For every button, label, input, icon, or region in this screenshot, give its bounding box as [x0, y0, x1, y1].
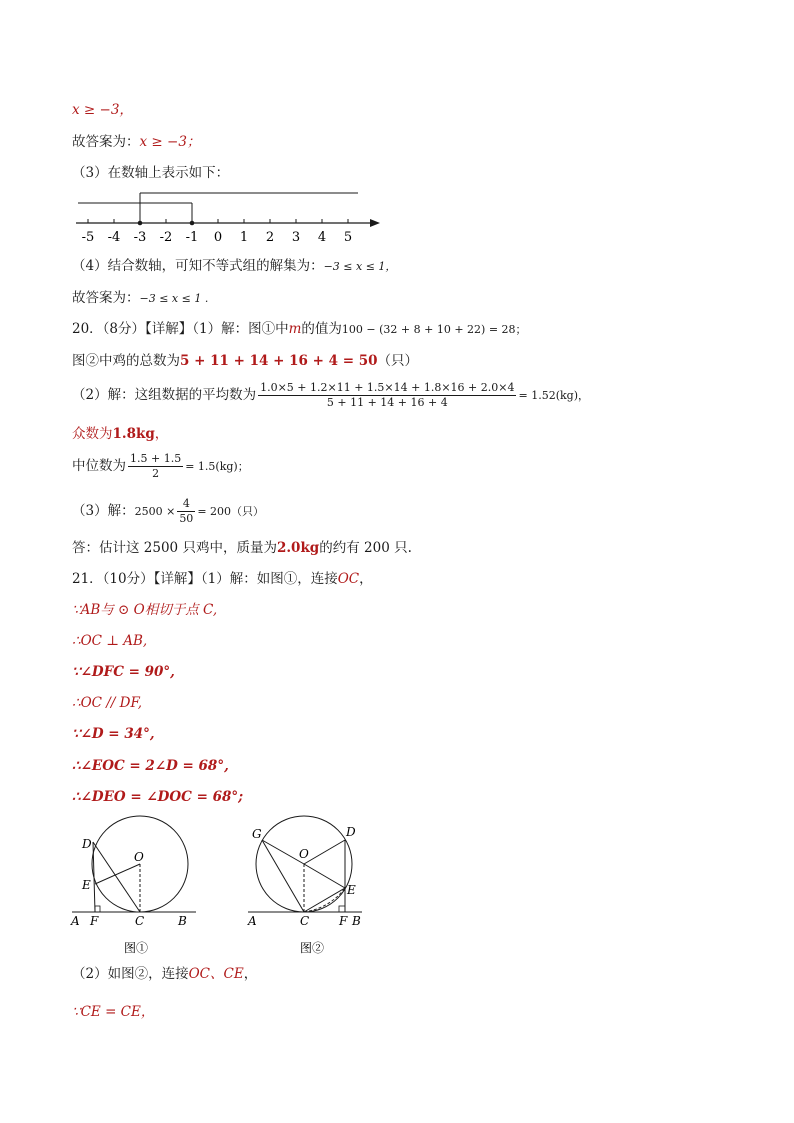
mean-text: （2）解：这组数据的平均数为 [72, 387, 257, 403]
tick-label: 3 [291, 230, 301, 245]
median-line [72, 451, 249, 482]
answer-value-2: −3 ≤ x ≤ 1 . [139, 292, 209, 305]
mean-numerator: 1.0×5 + 1.2×11 + 1.5×14 + 1.8×16 + 2.0×4 [260, 381, 515, 394]
proof-step-1: ∵AB与 ⊙ O相切于点 C, [72, 602, 218, 618]
estimate-line [72, 496, 264, 527]
estimate-answer-line [72, 539, 412, 557]
median-result: = 1.5(kg)； [185, 460, 249, 473]
estimate-result: = 200（只） [197, 505, 265, 518]
mode-line [72, 425, 168, 443]
proof-step-4: ∴OC // DF, [72, 695, 143, 711]
q21-label: 21．（10分）【详解】（1）解：如图①，连接 [72, 571, 338, 587]
total-unit: （只） [377, 353, 418, 369]
tick-label: -5 [81, 230, 95, 245]
estimate-answer-text: 答：估计这 2500 只鸡中，质量为 [72, 540, 277, 556]
closed-dot-neg3 [138, 221, 143, 226]
q20-label-2: 的值为 [301, 321, 342, 337]
tick-label: -1 [185, 230, 199, 245]
answer-prefix: 故答案为： [72, 134, 140, 150]
fig1-label-f: F [90, 914, 99, 928]
proof-step-5: ∵∠D = 34°, [72, 726, 155, 742]
proof-step-7: ∴∠DEO = ∠DOC = 68°; [72, 789, 244, 805]
fig1-label-b: B [178, 914, 187, 928]
estimate-text: （3）解： [72, 503, 135, 519]
estimate-fraction [177, 497, 195, 526]
var-m: m [288, 321, 302, 337]
fig2-label-a: A [248, 914, 257, 928]
proof-step-3: ∵∠DFC = 90°, [72, 664, 175, 680]
fig2-label-f: F [339, 914, 348, 928]
estimate-answer-end: 的约有 200 只. [319, 540, 412, 556]
line-x-ge-neg3: x ≥ −3， [72, 102, 133, 118]
answer-line-1 [72, 133, 200, 151]
fig1-label-o: O [134, 850, 144, 864]
fig1-label-a: A [71, 914, 80, 928]
tick-label: 5 [343, 230, 353, 245]
tick-label: 1 [239, 230, 249, 245]
answer-prefix-2: 故答案为： [72, 290, 140, 306]
solution-set-line [72, 257, 396, 276]
total-calc: 5 + 11 + 14 + 16 + 4 = 50 [180, 353, 378, 369]
tick-label: 4 [317, 230, 327, 245]
mean-denominator: 5 + 11 + 14 + 16 + 4 [326, 396, 448, 409]
part2-segments: OC、CE [188, 966, 244, 982]
mean-line [72, 380, 589, 411]
part2-text: （2）如图②，连接 [72, 966, 189, 982]
estimate-answer-mass: 2.0kg [276, 540, 320, 556]
total-chickens-line [72, 352, 418, 370]
estimate-numerator: 4 [177, 497, 195, 512]
median-text: 中位数为 [72, 458, 126, 474]
fig2-label-e: E [347, 883, 356, 897]
mode-value: 1.8kg [112, 426, 155, 442]
mean-fraction [258, 381, 516, 410]
tick-label: -3 [133, 230, 147, 245]
figure-1-diagram [66, 812, 206, 962]
median-denominator: 2 [152, 467, 160, 480]
solution-set-value: −3 ≤ x ≤ 1， [323, 260, 397, 273]
closed-dot-neg1 [190, 221, 195, 226]
fig2-label-c: C [300, 914, 310, 928]
solution-set-text: （4）结合数轴，可知不等式组的解集为： [72, 258, 324, 274]
arc-equality: ∵CE = CE， [72, 1004, 155, 1020]
estimate-mult: 2500 × [134, 505, 176, 518]
fig1-label-e: E [82, 878, 91, 892]
fig2-caption: 图② [300, 941, 325, 955]
answer-line-2 [72, 289, 208, 308]
fig2-label-o: O [299, 847, 309, 861]
fig2-label-d: D [346, 825, 356, 839]
mean-result: = 1.52(kg)， [518, 389, 589, 402]
proof-step-2: ∴OC ⊥ AB, [72, 633, 148, 649]
fig1-caption: 图① [124, 941, 149, 955]
fig1-label-c: C [135, 914, 145, 928]
q20-calc: 100 − (32 + 8 + 10 + 22) = 28； [341, 323, 527, 336]
figure-2-diagram [242, 812, 372, 962]
q20-heading [72, 320, 527, 339]
q21-end: ， [359, 571, 373, 587]
q21-heading [72, 570, 373, 588]
tick-label: -2 [159, 230, 173, 245]
proof-step-6: ∴∠EOC = 2∠D = 68°, [72, 758, 229, 774]
fig2-label-g: G [252, 827, 262, 841]
mode-end: ， [154, 426, 169, 442]
q21-oc: OC [337, 571, 360, 587]
part2-heading [72, 965, 257, 983]
q20-label: 20．（8分）【详解】（1）解：图①中 [72, 321, 289, 337]
fig2-label-b: B [352, 914, 361, 928]
answer-value: x ≥ −3； [139, 134, 201, 150]
mode-text: 众数为 [72, 426, 113, 442]
number-line [68, 185, 398, 245]
fig1-label-d: D [82, 837, 92, 851]
tick-label: 2 [265, 230, 275, 245]
part2-end: ， [243, 966, 258, 982]
estimate-denominator: 50 [179, 512, 194, 525]
median-numerator: 1.5 + 1.5 [130, 452, 182, 465]
step3-heading: （3）在数轴上表示如下： [72, 165, 230, 181]
tick-label: 0 [213, 230, 223, 245]
median-fraction [128, 452, 183, 481]
tick-label: -4 [107, 230, 121, 245]
total-text: 图②中鸡的总数为 [72, 353, 180, 369]
